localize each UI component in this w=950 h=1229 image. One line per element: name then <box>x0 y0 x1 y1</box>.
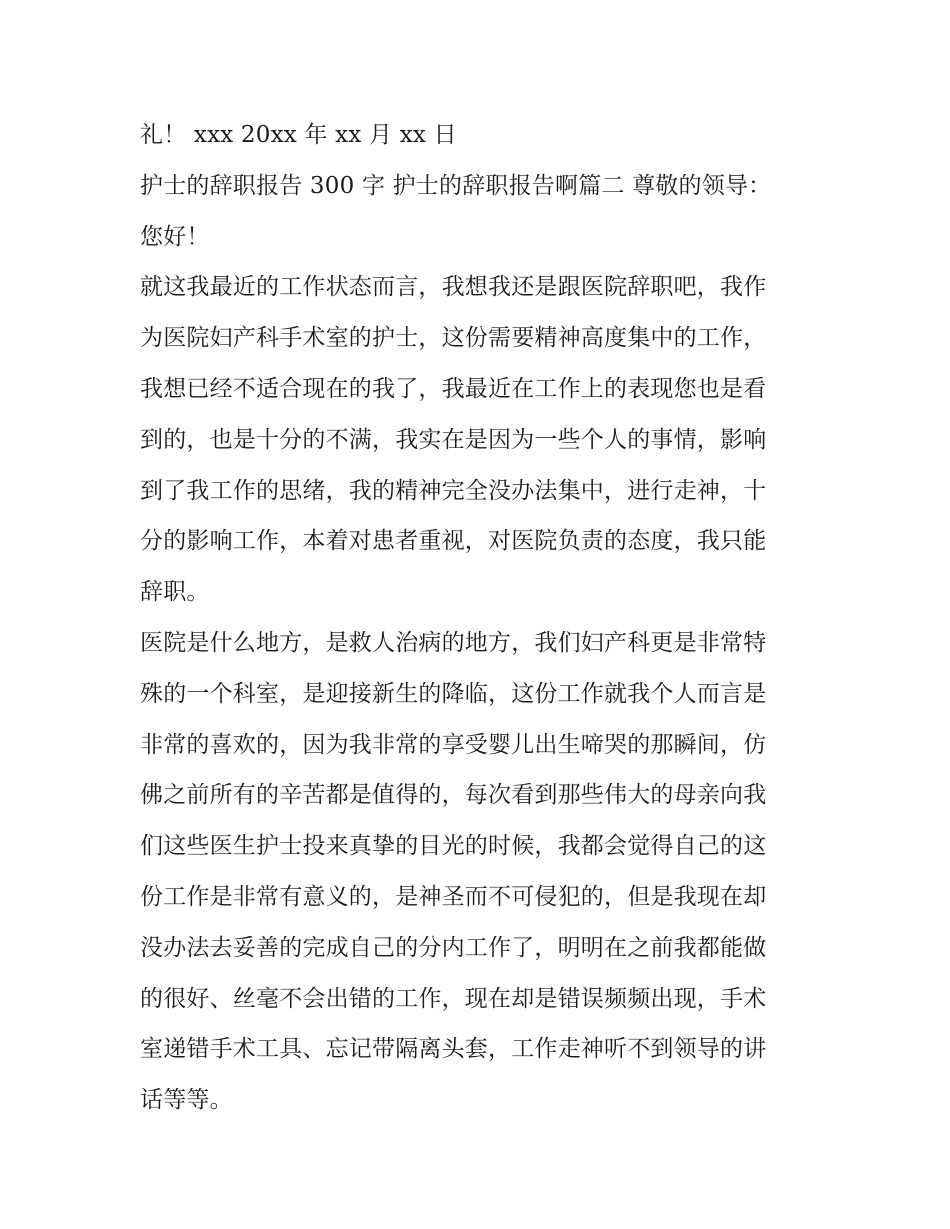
text-line: 您好！ <box>140 223 210 250</box>
text-line: 非常的喜欢的，因为我非常的享受婴儿出生啼哭的那瞬间，仿 <box>140 731 767 758</box>
text-line: 室递错手术工具、忘记带隔离头套，工作走神听不到领导的讲 <box>140 1036 767 1063</box>
text-line: 辞职。 <box>140 579 210 606</box>
body-paragraph-2 <box>140 618 812 1126</box>
text-line: 到了我工作的思绪，我的精神完全没办法集中，进行走神，十 <box>140 477 767 504</box>
text-line: 分的影响工作，本着对患者重视，对医院负责的态度，我只能 <box>140 528 767 555</box>
text-line: 就这我最近的工作状态而言，我想我还是跟医院辞职吧，我作 <box>140 274 767 301</box>
text-line: 殊的一个科室，是迎接新生的降临，这份工作就我个人而言是 <box>140 680 767 707</box>
text-line: 护士的辞职报告 300 字 护士的辞职报告啊篇二 尊敬的领导： <box>140 172 772 199</box>
text-line: 话等等。 <box>140 1087 233 1114</box>
text-line: 礼！ xxx 20xx 年 xx 月 xx 日 <box>140 122 457 148</box>
text-line: 我想已经不适合现在的我了，我最近在工作上的表现您也是看 <box>140 375 767 402</box>
text-line: 份工作是非常有意义的，是神圣而不可侵犯的，但是我现在却 <box>140 883 767 910</box>
text-line: 佛之前所有的辛苦都是值得的，每次看到那些伟大的母亲向我 <box>140 782 767 809</box>
text-line: 们这些医生护士投来真挚的目光的时候，我都会觉得自己的这 <box>140 833 767 860</box>
text-line: 的很好、丝毫不会出错的工作，现在却是错误频频出现，手术 <box>140 985 767 1012</box>
document-body <box>140 110 812 1126</box>
text-line: 为医院妇产科手术室的护士，这份需要精神高度集中的工作， <box>140 325 767 352</box>
text-line: 医院是什么地方，是救人治病的地方，我们妇产科更是非常特 <box>140 629 767 656</box>
text-line: 到的，也是十分的不满，我实在是因为一些个人的事情，影响 <box>140 426 767 453</box>
greeting-paragraph <box>140 212 812 263</box>
closing-paragraph <box>140 110 812 161</box>
body-paragraph-1 <box>140 262 812 618</box>
text-line: 没办法去妥善的完成自己的分内工作了，明明在之前我都能做 <box>140 934 767 961</box>
report-heading-paragraph <box>140 161 812 212</box>
